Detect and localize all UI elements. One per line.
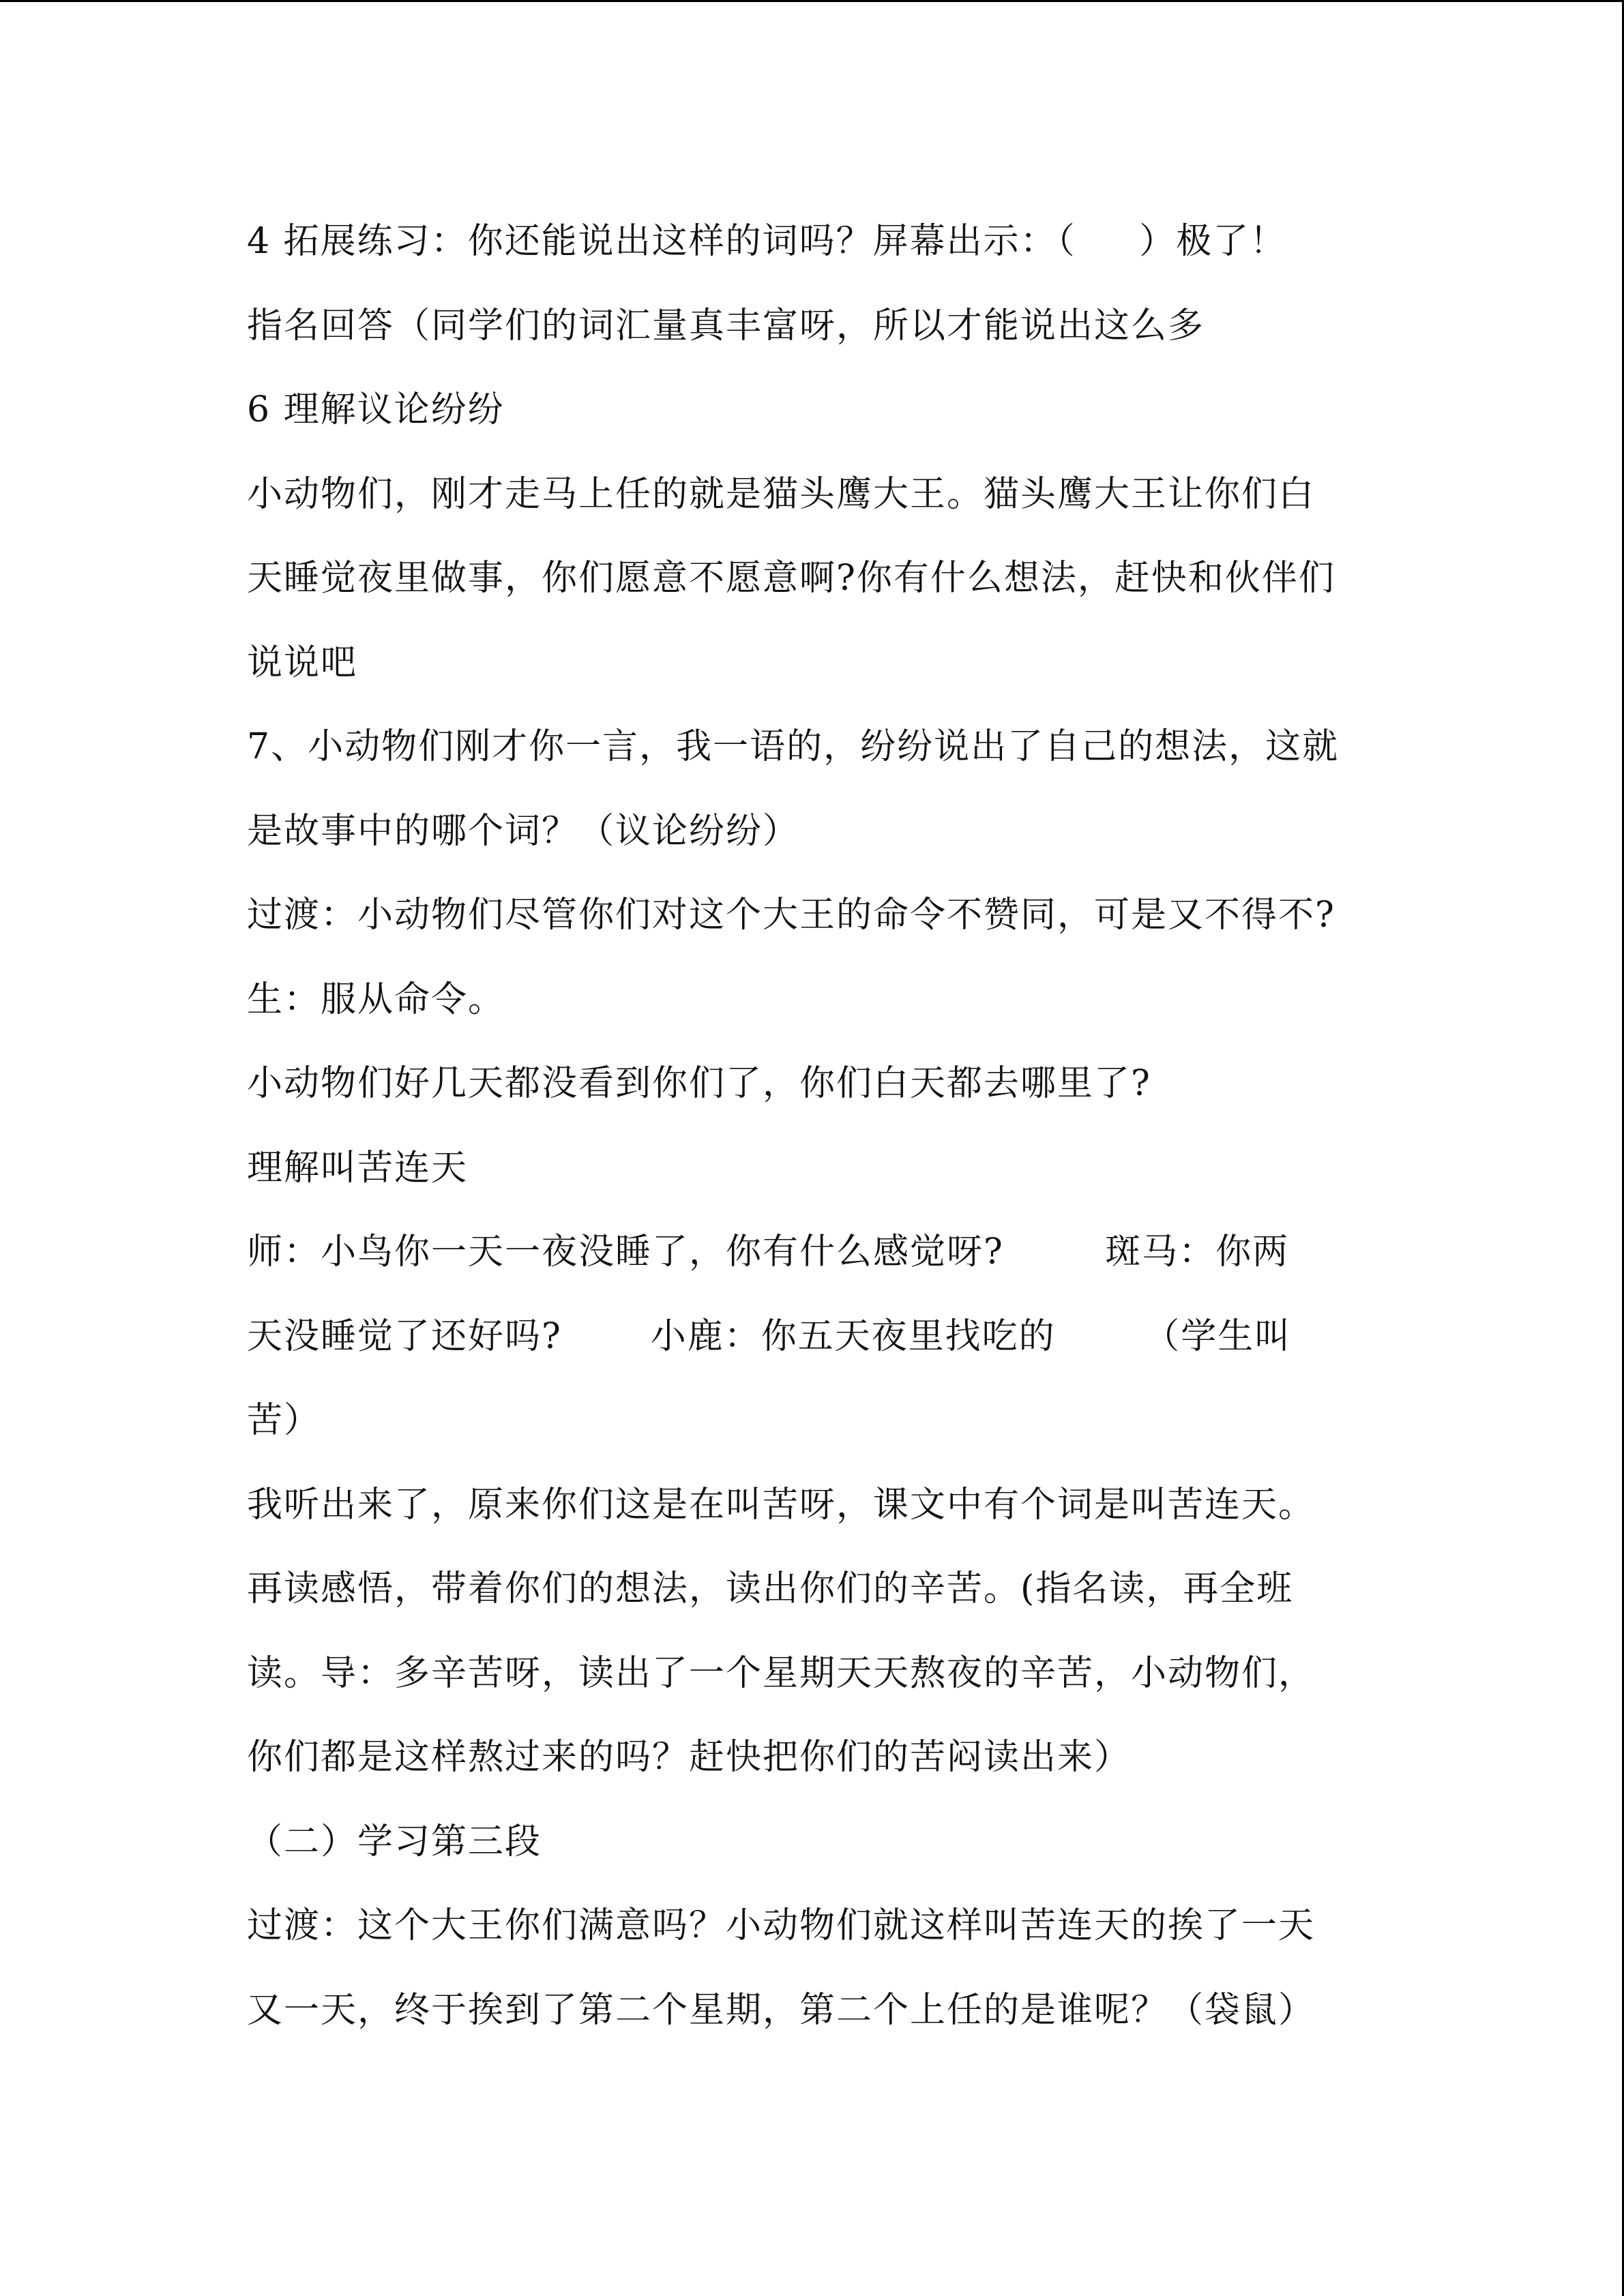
- text-line-14: 天没睡觉了还好吗? 小鹿：你五天夜里找吃的 （学生叫: [247, 1315, 1292, 1357]
- text-line-13: 师：小鸟你一天一夜没睡了，你有什么感觉呀? 斑马：你两: [247, 1232, 1290, 1272]
- text-line-3: 6 理解议论纷纷: [247, 389, 505, 430]
- text-line-22: 又一天，终于挨到了第二个星期，第二个上任的是谁呢？（袋鼠）: [247, 1989, 1316, 2031]
- text-line-19: 你们都是这样熬过来的吗？赶快把你们的苦闷读出来）: [247, 1737, 1132, 1778]
- text-line-4: 小动物们，刚才走马上任的就是猫头鹰大王。猫头鹰大王让你们白: [247, 473, 1316, 515]
- text-line-12: 理解叫苦连天: [247, 1147, 469, 1189]
- text-line-7: 7、小动物们刚才你一言，我一语的，纷纷说出了自己的想法，这就: [247, 726, 1340, 767]
- document-body: [247, 200, 1379, 2053]
- text-line-16: 我听出来了，原来你们这是在叫苦呀，课文中有个词是叫苦连天。: [247, 1484, 1316, 1525]
- text-line-11: 小动物们好几天都没看到你们了，你们白天都去哪里了?: [247, 1063, 1151, 1104]
- text-line-1: 4 拓展练习：你还能说出这样的词吗？屏幕出示：（ ）极了！: [247, 221, 1287, 262]
- section-heading: （二）学习第三段: [247, 1821, 542, 1862]
- text-line-17: 再读感悟，带着你们的想法，读出你们的辛苦。(指名读，再全班: [247, 1568, 1294, 1609]
- text-line-15: 苦）: [247, 1400, 321, 1441]
- text-line-9: 过渡：小动物们尽管你们对这个大王的命令不赞同，可是又不得不?: [247, 895, 1335, 936]
- text-line-2: 指名回答（同学们的词汇量真丰富呀，所以才能说出这么多: [247, 305, 1205, 346]
- text-line-5: 天睡觉夜里做事，你们愿意不愿意啊?你有什么想法，赶快和伙伴们: [247, 558, 1335, 599]
- text-line-10: 生：服从命令。: [247, 979, 505, 1020]
- text-line-21: 过渡：这个大王你们满意吗？小动物们就这样叫苦连天的挨了一天: [247, 1905, 1316, 1946]
- text-line-8: 是故事中的哪个词？（议论纷纷）: [247, 810, 800, 852]
- text-line-18: 读。导：多辛苦呀，读出了一个星期天天熬夜的辛苦，小动物们，: [247, 1652, 1316, 1694]
- text-line-6: 说说吧: [247, 642, 358, 683]
